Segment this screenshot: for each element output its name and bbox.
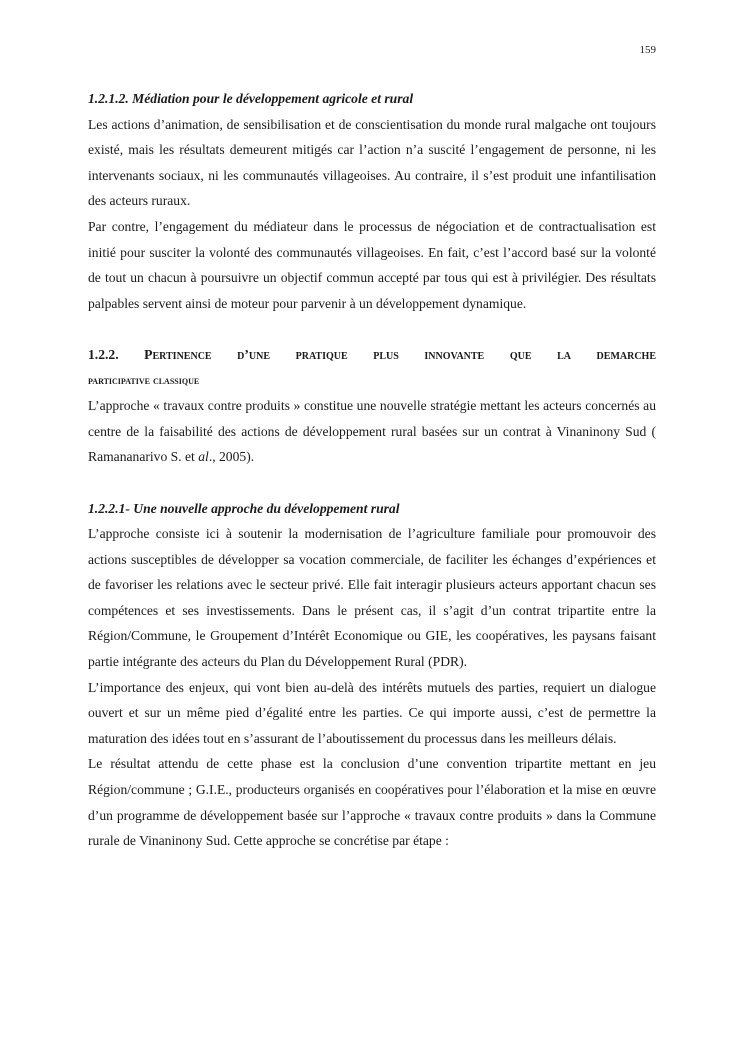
section-heading-1-2-1-2: 1.2.1.2. Médiation pour le développement agricole et rural (88, 91, 414, 106)
section-heading-1-2-2-continued: participative classique (88, 372, 200, 387)
paragraph-text: L’approche « travaux contre produits » constitue une nouvelle stratégie mettant les acteurs concernés au centre de la faisabilité des actions de développement rural basées sur un contrat à Vinaninony Sud ( Ramananarivo S. et (88, 398, 656, 465)
page-number: 159 (639, 44, 656, 56)
paragraph: Les actions d’animation, de sensibilisation et de conscientisation du monde rural malgache ont toujours existé, mais les résultats demeurent mitigés car l’action n’a suscité l’engagement de personne, ni les intervenants sociaux, ni les communautés villageoises. Au contraire, il s’est produit une infantilisation des acteurs ruraux. (88, 116, 656, 209)
paragraph (88, 393, 656, 470)
spacer (88, 470, 656, 496)
paragraph-text: ., 2005). (208, 449, 255, 465)
paragraph: L’importance des enjeux, qui vont bien au-delà des intérêts mutuels des parties, requiert un dialogue ouvert et sur un même pied d’égalité entre les parties. Ce qui importe aussi, c’est de permettre la maturation des idées tout en s’assurant de l’aboutissement du processus dans les meilleurs délais. (88, 679, 656, 746)
italic-text: al (198, 449, 209, 465)
section-heading-1-2-2-1: 1.2.2.1- Une nouvelle approche du développement rural (88, 500, 400, 516)
paragraph: Par contre, l’engagement du médiateur dans le processus de négociation et de contractualisation est initié pour susciter la volonté des communautés villageoises. En fait, c’est l’accord basé sur la volonté de tout un chacun à poursuivre un objectif commun accepté par tous qui est à privilégier. Des résultats palpables servent ainsi de moteur pour parvenir à un développement dynamique. (88, 218, 656, 311)
paragraph: L’approche consiste ici à soutenir la modernisation de l’agriculture familiale pour promouvoir des actions susceptibles de développer sa vocation commerciale, de faciliter les échanges d’expériences et de favoriser les relations avec le secteur privé. Elle fait interagir plusieurs acteurs apportant chacun ses compétences et ses investissements. Dans le présent cas, il s’agit d’un contrat tripartite entre la Région/Commune, le Groupement d’Intérêt Economique ou GIE, les coopératives, les paysans faisant partie intégrante des acteurs du Plan du Développement Rural (PDR). (88, 526, 656, 670)
section-heading-1-2-2: 1.2.2. Pertinence d’une pratique plus innovante que la demarche (88, 346, 656, 362)
spacer (88, 316, 656, 342)
document-body (88, 86, 656, 854)
paragraph: Le résultat attendu de cette phase est la conclusion d’une convention tripartite mettant en jeu Région/commune ; G.I.E., producteurs organisés en coopératives pour l’élaboration et la mise en œuvre d’un programme de développement basée sur l’approche « travaux contre produits » dans la Commune rurale de Vinaninony Sud. Cette approche se concrétise par étape : (88, 756, 656, 849)
